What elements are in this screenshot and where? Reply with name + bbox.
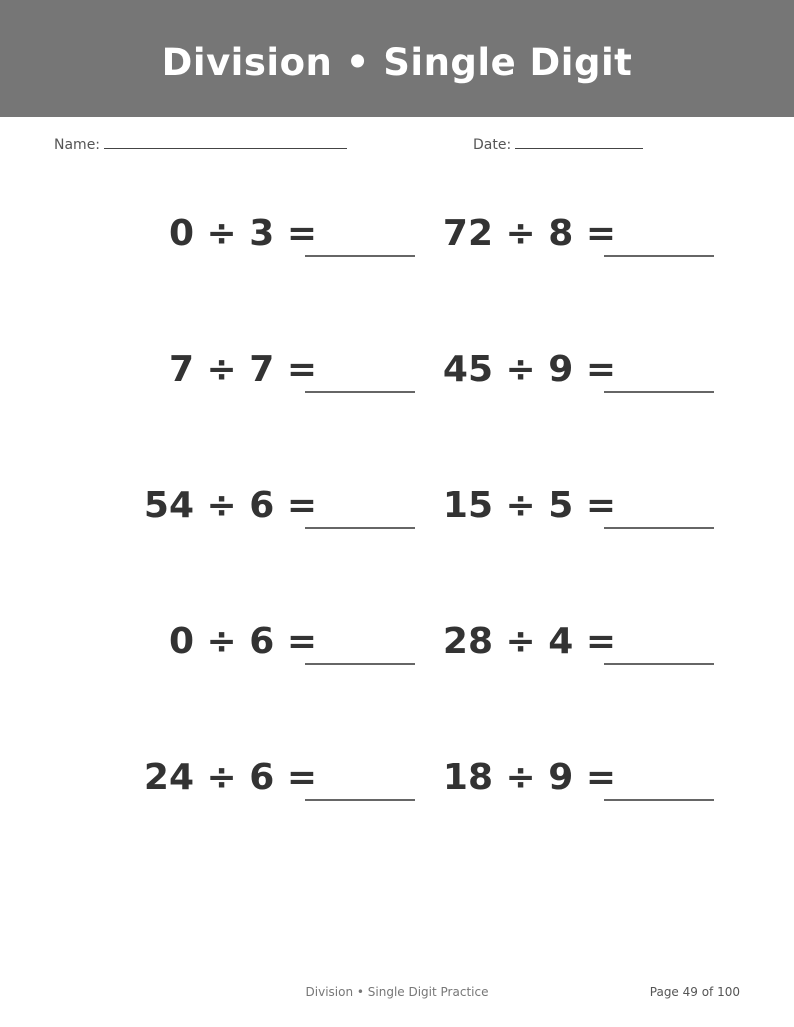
problem-expression: 72 ÷ 8 = xyxy=(442,213,616,254)
answer-line[interactable] xyxy=(305,255,415,257)
footer-title: Division • Single Digit Practice xyxy=(305,985,489,999)
page-number: Page 49 of 100 xyxy=(649,985,740,999)
date-field xyxy=(473,134,643,156)
problem-8 xyxy=(442,610,714,670)
answer-line[interactable] xyxy=(305,799,415,801)
problem-expression: 45 ÷ 9 = xyxy=(442,349,616,390)
problem-7 xyxy=(150,610,415,670)
name-input-line[interactable] xyxy=(104,134,347,149)
problem-expression: 15 ÷ 5 = xyxy=(442,485,616,526)
problem-4 xyxy=(442,338,714,398)
problem-9 xyxy=(143,746,415,806)
date-label: Date: xyxy=(473,137,512,153)
problem-expression: 0 ÷ 3 = xyxy=(168,213,317,254)
answer-line[interactable] xyxy=(604,663,714,665)
problem-expression: 0 ÷ 6 = xyxy=(168,621,317,662)
problem-5 xyxy=(143,474,415,534)
answer-line[interactable] xyxy=(604,391,714,393)
answer-line[interactable] xyxy=(305,391,415,393)
problem-expression: 7 ÷ 7 = xyxy=(168,349,317,390)
answer-line[interactable] xyxy=(305,527,415,529)
problem-3 xyxy=(150,338,415,398)
problem-10 xyxy=(442,746,714,806)
name-field xyxy=(54,134,347,156)
header-bar xyxy=(0,0,794,117)
problem-expression: 54 ÷ 6 = xyxy=(143,485,317,526)
answer-line[interactable] xyxy=(604,799,714,801)
problem-expression: 18 ÷ 9 = xyxy=(442,757,616,798)
answer-line[interactable] xyxy=(604,255,714,257)
problem-expression: 28 ÷ 4 = xyxy=(442,621,616,662)
answer-line[interactable] xyxy=(604,527,714,529)
problem-2 xyxy=(442,202,714,262)
problem-1 xyxy=(150,202,415,262)
problem-expression: 24 ÷ 6 = xyxy=(143,757,317,798)
page-title: Division • Single Digit xyxy=(161,41,633,84)
date-input-line[interactable] xyxy=(515,134,643,149)
problem-6 xyxy=(442,474,714,534)
name-label: Name: xyxy=(54,137,101,153)
answer-line[interactable] xyxy=(305,663,415,665)
